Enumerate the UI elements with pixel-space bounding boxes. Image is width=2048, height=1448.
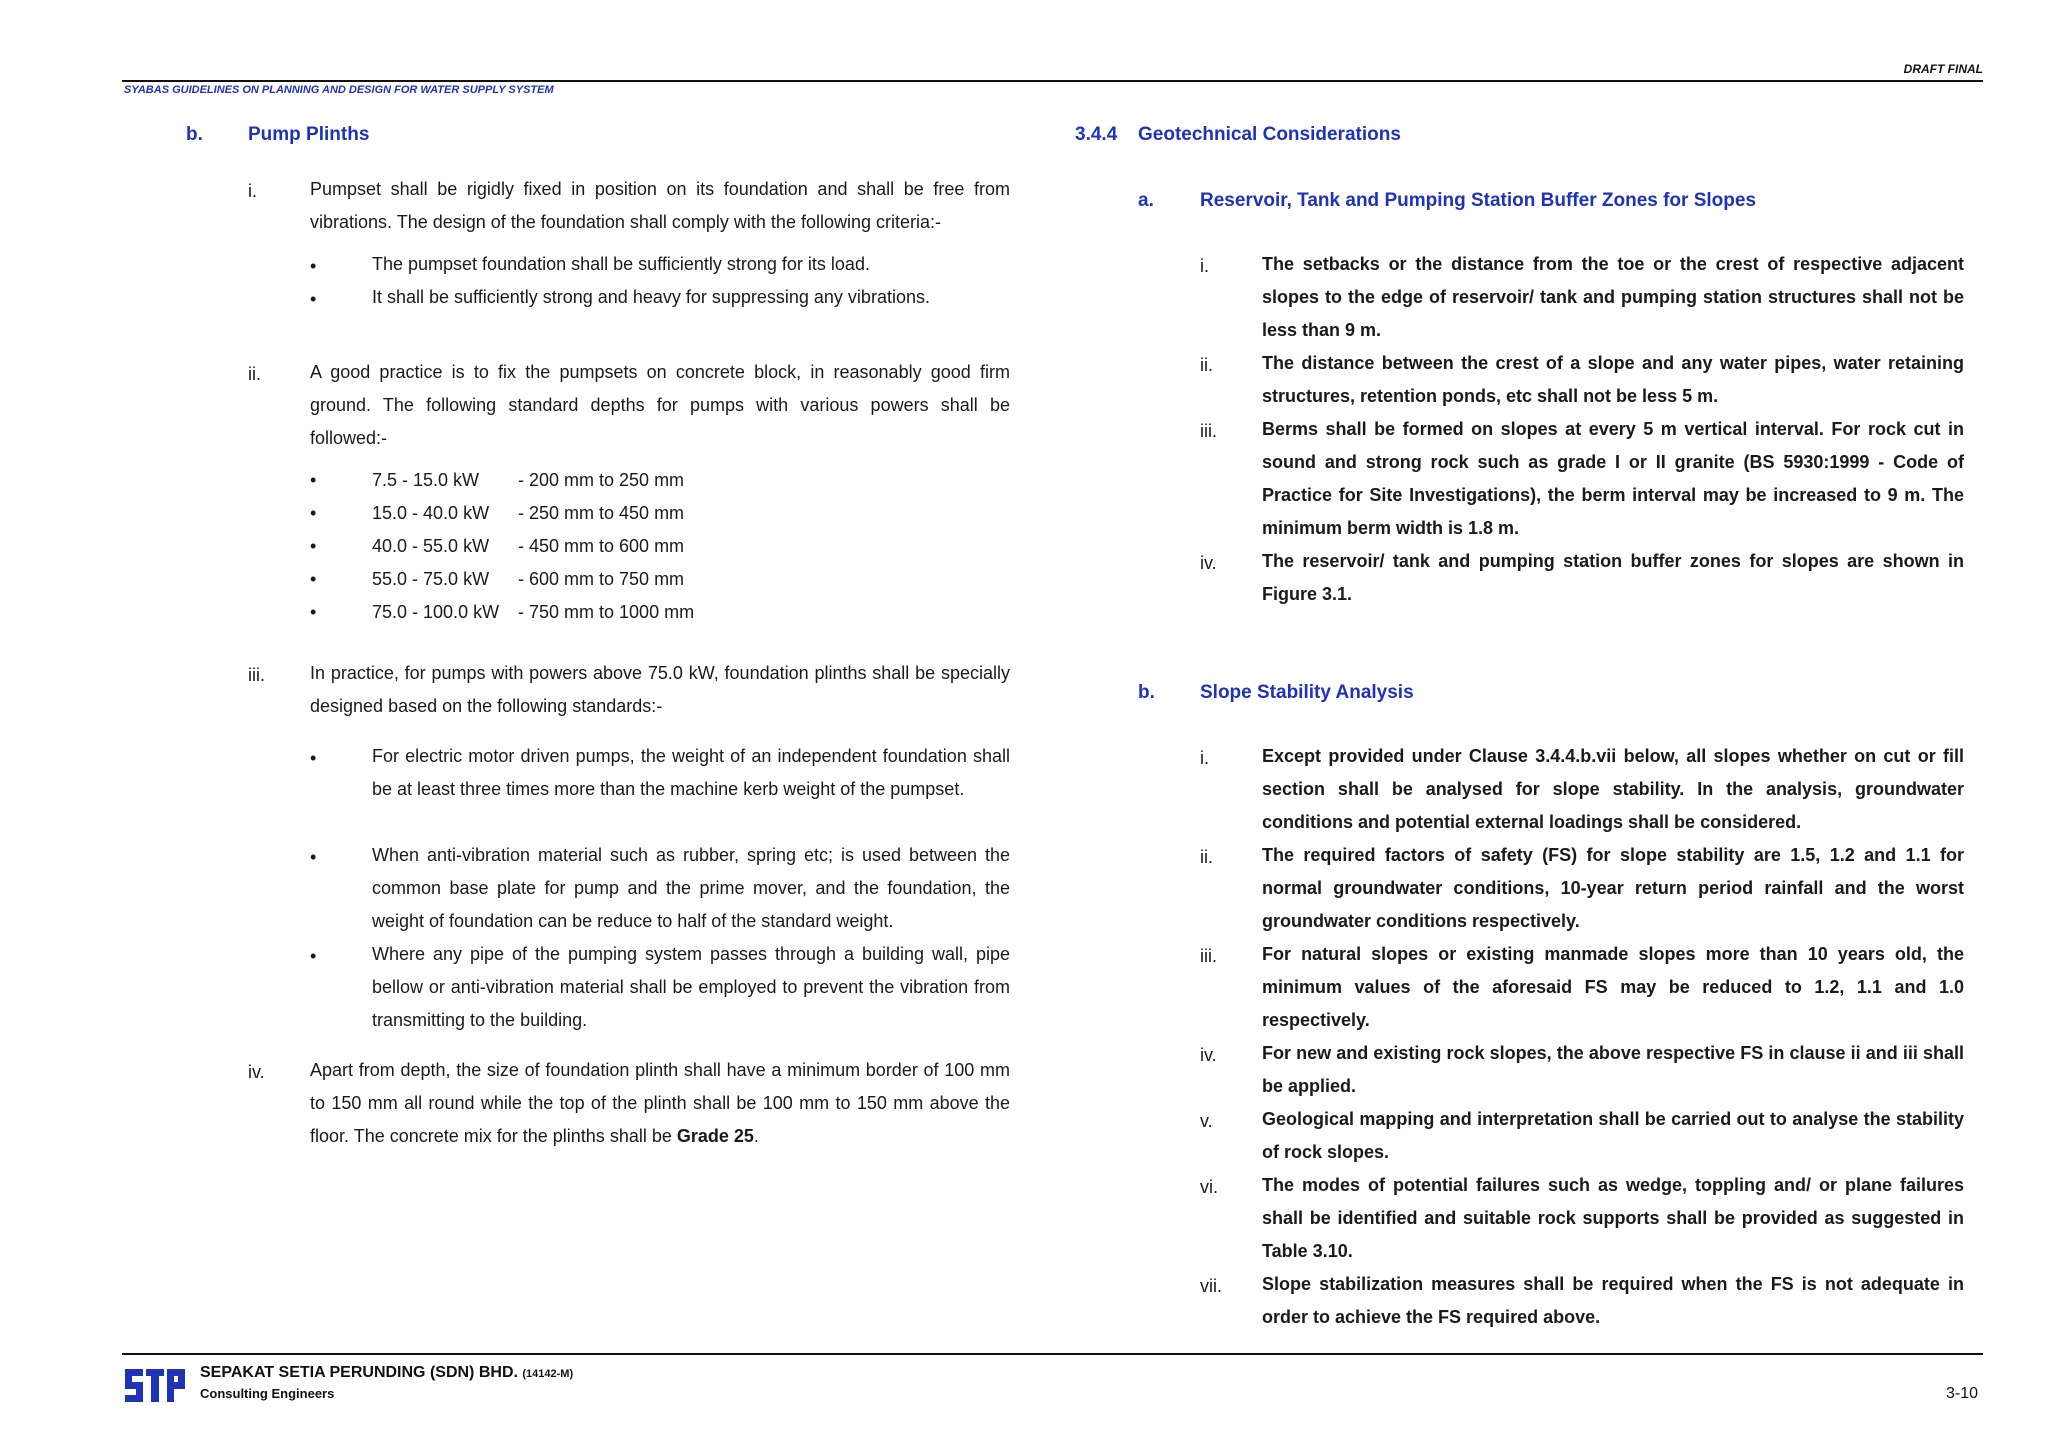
item-number: iii. xyxy=(1200,421,1217,441)
paragraph: Geological mapping and interpretation shall be carried out to analyse the stability of rock slopes. xyxy=(1262,1109,1964,1162)
paragraph: The reservoir/ tank and pumping station buffer zones for slopes are shown in Figure 3.1. xyxy=(1262,551,1964,604)
bullet-text: The pumpset foundation shall be sufficiently strong for its load. xyxy=(372,254,870,274)
bullet-text: For electric motor driven pumps, the weight of an independent foundation shall be at least three times more than the machine kerb weight of the pumpset. xyxy=(372,746,1010,799)
page-number: 3-10 xyxy=(1945,1385,1978,1402)
power-range: 55.0 - 75.0 kW xyxy=(372,569,490,589)
subsection-letter: b. xyxy=(1138,682,1155,703)
power-range: 40.0 - 55.0 kW xyxy=(372,536,490,556)
depth-range: - 750 mm to 1000 mm xyxy=(518,602,695,622)
item-number: vii. xyxy=(1200,1276,1222,1296)
paragraph: The distance between the crest of a slope and any water pipes, water retaining structures, retention ponds, etc shall not be less 5 m. xyxy=(1262,353,1964,406)
table-row: • 7.5 - 15.0 kW - 200 mm to 250 mm xyxy=(310,464,694,497)
item-number: iv. xyxy=(248,1062,265,1082)
subsection-title: Reservoir, Tank and Pumping Station Buffer Zones for Slopes xyxy=(1200,190,1757,211)
table-row: • 55.0 - 75.0 kW - 600 mm to 750 mm xyxy=(310,563,694,596)
power-range: 7.5 - 15.0 kW xyxy=(372,470,480,490)
bullet: • xyxy=(310,256,317,276)
item-number: ii. xyxy=(248,364,261,384)
doc-status: DRAFT FINAL xyxy=(1903,62,1983,76)
company-reg: (14142-M) xyxy=(522,1368,574,1380)
paragraph: Slope stabilization measures shall be required when the FS is not adequate in order to achieve the FS required above. xyxy=(1262,1274,1964,1327)
item-number: i. xyxy=(1200,748,1209,768)
company-name-text: SEPAKAT SETIA PERUNDING (SDN) BHD. xyxy=(200,1364,518,1381)
table-row: • 15.0 - 40.0 kW - 250 mm to 450 mm xyxy=(310,497,694,530)
table-row: • 40.0 - 55.0 kW - 450 mm to 600 mm xyxy=(310,530,694,563)
bullet-text: Where any pipe of the pumping system passes through a building wall, pipe bellow or anti-vibration material shall be employed to prevent the vibration from transmitting to the building. xyxy=(372,944,1010,1030)
section-number: 3.4.4 xyxy=(1075,124,1118,145)
grade-label: Grade 25 xyxy=(676,1126,754,1146)
header-rule xyxy=(122,80,1983,82)
company-subtitle: Consulting Engineers xyxy=(200,1386,335,1401)
item-number: i. xyxy=(248,181,257,201)
item-number: iv. xyxy=(1200,1045,1217,1065)
paragraph: A good practice is to fix the pumpsets on concrete block, in reasonably good firm ground. The following standard depths for pumps with various powers shall be followed:- xyxy=(310,362,1010,448)
paragraph: Pumpset shall be rigidly fixed in position on its foundation and shall be free from vibrations. The design of the foundation shall comply with the following criteria:- xyxy=(310,179,1010,232)
paragraph-text: Apart from depth, the size of foundation plinth shall have a minimum border of 100 mm to 150 mm all round while the top of the plinth shall be 100 mm to 150 mm above the floor. The concrete mix for the plinths shall be xyxy=(310,1060,1010,1146)
paragraph-tail: . xyxy=(753,1126,759,1146)
paragraph: For new and existing rock slopes, the above respective FS in clause ii and iii shall be applied. xyxy=(1262,1043,1964,1096)
section-letter: b. xyxy=(186,124,203,145)
paragraph: The required factors of safety (FS) for slope stability are 1.5, 1.2 and 1.1 for normal groundwater conditions, 10-year return period rainfall and the worst groundwater conditions respectively. xyxy=(1262,845,1964,931)
subsection-title: Slope Stability Analysis xyxy=(1200,682,1414,703)
item-number: iv. xyxy=(1200,553,1217,573)
item-number: iii. xyxy=(1200,946,1217,966)
item-number: v. xyxy=(1200,1111,1213,1131)
footer-rule xyxy=(122,1353,1983,1355)
bullet-text: It shall be sufficiently strong and heavy for suppressing any vibrations. xyxy=(372,287,930,307)
power-range: 15.0 - 40.0 kW xyxy=(372,503,490,523)
bullet: • xyxy=(310,289,317,309)
doc-title: SYABAS GUIDELINES ON PLANNING AND DESIGN FOR WATER SUPPLY SYSTEM xyxy=(124,84,554,96)
item-number: ii. xyxy=(1200,355,1213,375)
paragraph: In practice, for pumps with powers above 75.0 kW, foundation plinths shall be specially designed based on the following standards:- xyxy=(310,663,1010,716)
paragraph xyxy=(310,1054,1010,1153)
depth-range: - 250 mm to 450 mm xyxy=(518,503,685,523)
depth-table xyxy=(310,464,694,629)
paragraph: Berms shall be formed on slopes at every 5 m vertical interval. For rock cut in sound and strong rock such as grade I or II granite (BS 5930:1999 - Code of Practice for Site Investigations), the berm interval may be increased to 9 m. The minimum berm width is 1.8 m. xyxy=(1262,419,1964,538)
item-number: vi. xyxy=(1200,1177,1218,1197)
paragraph: Except provided under Clause 3.4.4.b.vii below, all slopes whether on cut or fill section shall be analysed for slope stability. In the analysis, groundwater conditions and potential external loadings shall be considered. xyxy=(1262,746,1964,832)
company-logo-icon xyxy=(125,1367,185,1403)
bullet: • xyxy=(310,748,317,768)
depth-range: - 450 mm to 600 mm xyxy=(518,536,685,556)
paragraph: The setbacks or the distance from the toe or the crest of respective adjacent slopes to the edge of reservoir/ tank and pumping station structures shall not be less than 9 m. xyxy=(1262,254,1964,340)
paragraph: The modes of potential failures such as wedge, toppling and/ or plane failures shall be identified and suitable rock supports shall be provided as suggested in Table 3.10. xyxy=(1262,1175,1964,1261)
depth-range: - 600 mm to 750 mm xyxy=(518,569,685,589)
section-title: Pump Plinths xyxy=(248,124,370,145)
table-row: • 75.0 - 100.0 kW - 750 mm to 1000 mm xyxy=(310,596,694,629)
subsection-letter: a. xyxy=(1138,190,1154,211)
item-number: ii. xyxy=(1200,847,1213,867)
bullet: • xyxy=(310,847,317,867)
bullet-text: When anti-vibration material such as rubber, spring etc; is used between the common base plate for pump and the prime mover, and the foundation, the weight of foundation can be reduce to half of the standard weight. xyxy=(372,845,1010,931)
company-name xyxy=(200,1364,573,1382)
power-range: 75.0 - 100.0 kW xyxy=(372,602,500,622)
item-number: i. xyxy=(1200,256,1209,276)
item-number: iii. xyxy=(248,665,265,685)
paragraph: For natural slopes or existing manmade slopes more than 10 years old, the minimum values of the aforesaid FS may be reduced to 1.2, 1.1 and 1.0 respectively. xyxy=(1262,944,1964,1030)
bullet: • xyxy=(310,946,317,966)
depth-range: - 200 mm to 250 mm xyxy=(518,470,685,490)
section-title: Geotechnical Considerations xyxy=(1138,124,1401,145)
